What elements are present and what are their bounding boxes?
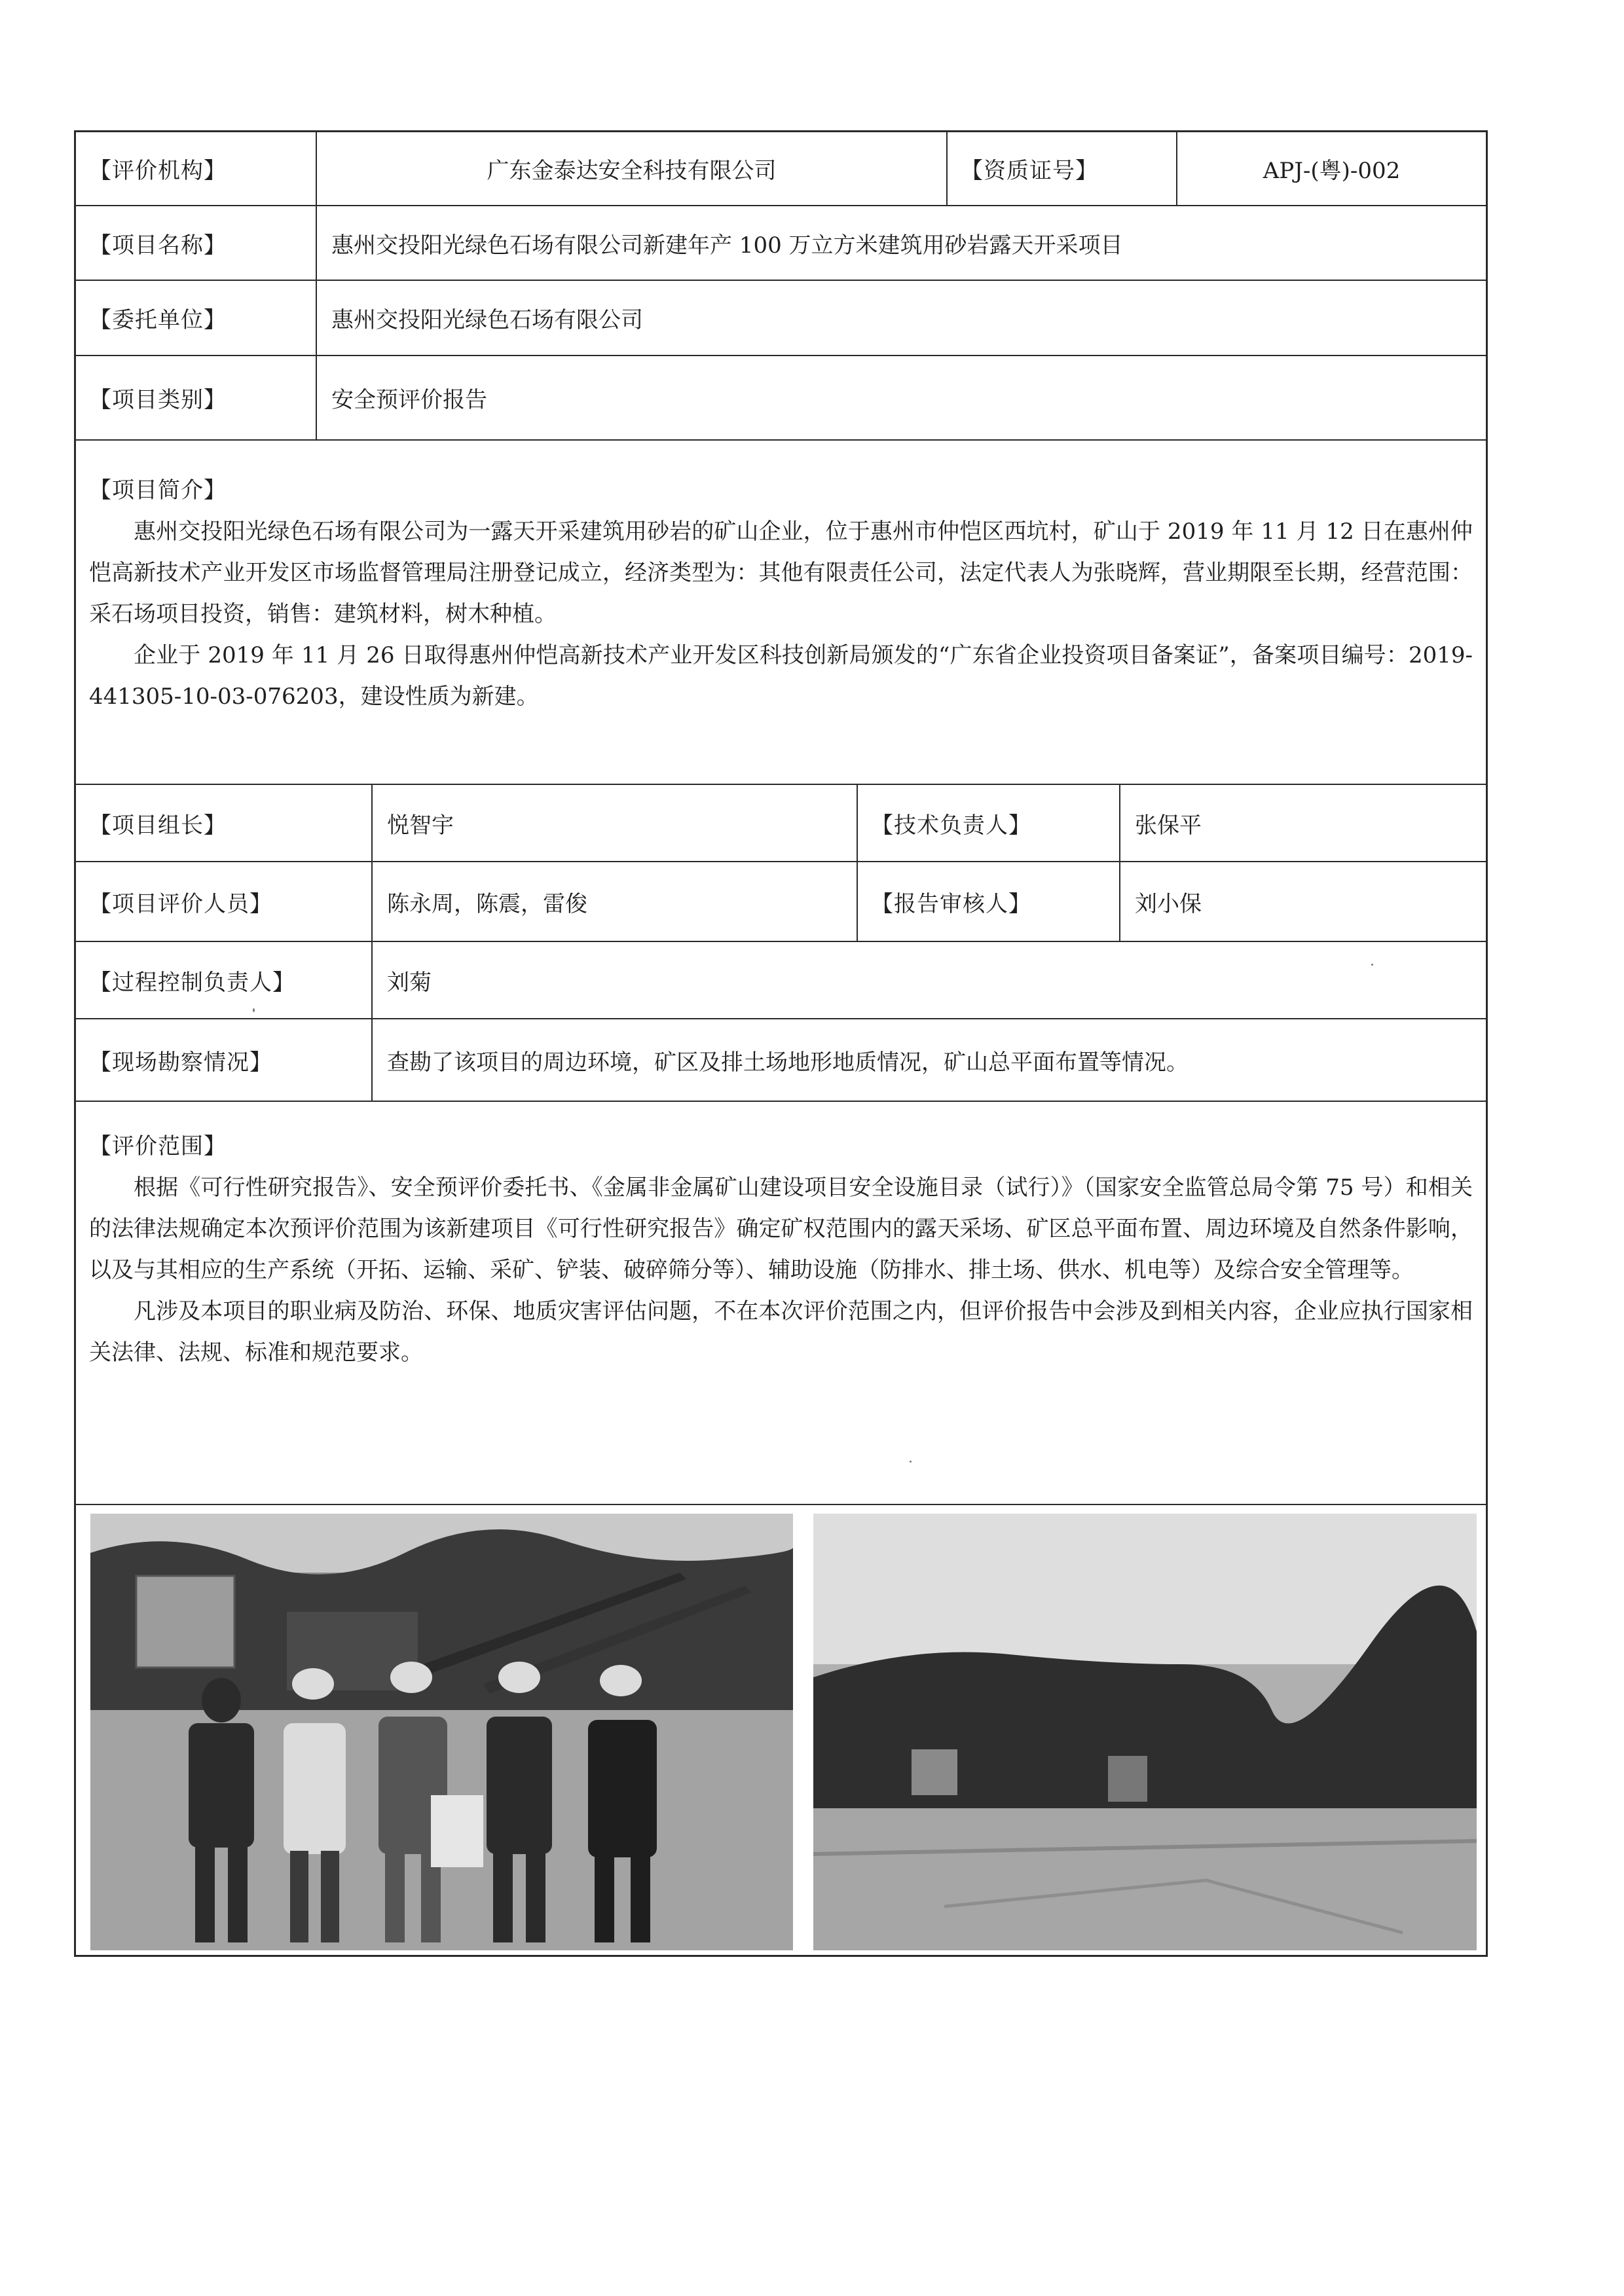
client-label: 【委托单位】 [89,307,227,333]
intro-paragraph: 企业于 2019 年 11 月 26 日取得惠州仲恺高新技术产业开发区科技创新局颁发的“广东省企业投资项目备案证”，备案项目编号：2019-441305-10-03-076203，建设性质为新建。 [89,642,1473,710]
leader-value: 悦智宇 [387,812,454,839]
category-value: 安全预评价报告 [331,387,487,413]
reviewer-label: 【报告审核人】 [871,890,1031,917]
scope-heading: 【评价范围】 [89,1133,227,1159]
cert-label: 【资质证号】 [961,158,1098,184]
row-divider [76,439,1486,441]
survey-label: 【现场勘察情况】 [89,1049,272,1076]
tech-value: 张保平 [1135,812,1202,839]
scope-paragraph: 根据《可行性研究报告》、安全预评价委托书、《金属非金属矿山建设项目安全设施目录（试行）》（国家安全监管总局令第 75 号）和相关的法律法规确定本次预评价范围为该新建项目《可行性研究报告》确定矿权范围内的露天采场、矿区总平面布置、周边环境及自然条件影响，以及与其相应的生产系统（开拓、运输、采矿、铲装、破碎筛分等）、辅助设施（防排水、排土场、供水、机电等）及综合安全管理等。 [89,1175,1473,1283]
process-control-value: 刘菊 [387,969,432,996]
org-label: 【评价机构】 [89,158,227,184]
evaluators-label: 【项目评价人员】 [89,890,272,917]
evaluators-value: 陈永周，陈震，雷俊 [387,890,587,917]
project-name-value: 惠州交投阳光绿色石场有限公司新建年产 100 万立方米建筑用砂岩露天开采项目 [331,232,1123,259]
process-control-label: 【过程控制负责人】 [89,969,295,996]
client-value: 惠州交投阳光绿色石场有限公司 [331,307,643,333]
scan-speck [910,1461,912,1463]
evaluation-scope [89,1126,1473,1374]
row-divider [76,1504,1486,1505]
mine-site-photo [813,1514,1477,1950]
intro-heading: 【项目简介】 [89,477,227,503]
org-value: 广东金泰达安全科技有限公司 [487,158,777,184]
reviewer-value: 刘小保 [1135,890,1202,917]
leader-label: 【项目组长】 [89,812,227,839]
tech-label: 【技术负责人】 [871,812,1031,839]
survey-value: 查勘了该项目的周边环境，矿区及排土场地形地质情况，矿山总平面布置等情况。 [387,1049,1189,1076]
project-intro [89,470,1473,718]
scope-paragraph: 凡涉及本项目的职业病及防治、环保、地质灾害评估问题，不在本次评价范围之内，但评价报告中会涉及到相关内容，企业应执行国家相关法律、法规、标准和规范要求。 [89,1298,1473,1366]
scan-speck [1371,964,1373,966]
site-survey-team-photo [90,1514,793,1950]
row-divider [76,1101,1486,1102]
scan-speck [253,1008,255,1012]
category-label: 【项目类别】 [89,387,227,413]
cert-value: APJ-(粤)-002 [1263,158,1401,184]
intro-paragraph: 惠州交投阳光绿色石场有限公司为一露天开采建筑用砂岩的矿山企业，位于惠州市仲恺区西坑村，矿山于 2019 年 11 月 12 日在惠州仲恺高新技术产业开发区市场监督管理局注册登记成立，经济类型为：其他有限责任公司，法定代表人为张晓辉，营业期限至长期，经营范围：采石场项目投资，销售：建筑材料，树木种植。 [89,519,1473,627]
report-summary-table [74,130,1488,1957]
project-name-label: 【项目名称】 [89,232,227,259]
